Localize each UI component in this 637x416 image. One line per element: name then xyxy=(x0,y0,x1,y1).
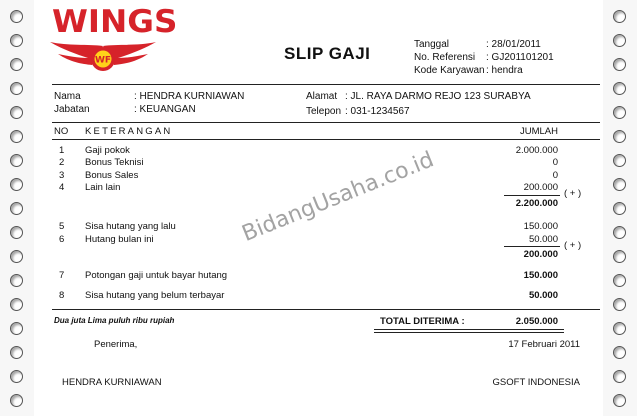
row-description: Bonus Sales xyxy=(85,170,139,181)
perforation-hole xyxy=(613,250,626,263)
perforation-hole xyxy=(10,106,23,119)
divider xyxy=(52,122,600,123)
perforation-hole xyxy=(10,226,23,239)
receiver-name: HENDRA KURNIAWAN xyxy=(62,377,162,388)
meta-date-label: Tanggal xyxy=(414,39,450,50)
meta-reference-value: : GJ201101201 xyxy=(486,52,554,63)
perforation-hole xyxy=(613,322,626,335)
divider xyxy=(52,84,600,85)
employee-name-label: Nama xyxy=(54,91,81,102)
perforation-hole xyxy=(10,298,23,311)
perforation-hole xyxy=(10,82,23,95)
perforation-hole xyxy=(613,130,626,143)
perforation-hole xyxy=(613,10,626,23)
perforation-hole xyxy=(10,58,23,71)
perforation-hole xyxy=(10,250,23,263)
row-amount: 50.000 xyxy=(528,290,558,301)
perforation-hole xyxy=(10,202,23,215)
employee-phone-label: Telepon xyxy=(306,106,342,117)
perforation-hole xyxy=(613,274,626,287)
perforation-hole xyxy=(10,178,23,191)
meta-date-value: : 28/01/2011 xyxy=(486,39,541,50)
subtotal-line xyxy=(504,195,560,196)
perforation-hole xyxy=(613,154,626,167)
row-no: 7 xyxy=(59,270,65,281)
perforation-hole xyxy=(10,274,23,287)
row-amount: 150.000 xyxy=(523,221,558,232)
perforation-hole xyxy=(10,10,23,23)
company-logo-text: WINGS xyxy=(52,4,178,40)
meta-reference-label: No. Referensi xyxy=(414,52,476,63)
row-amount: 200.000 xyxy=(523,182,558,193)
addition-sign: ( + ) xyxy=(564,240,582,251)
employee-address-label: Alamat xyxy=(306,91,338,102)
divider xyxy=(52,139,600,140)
total-double-underline xyxy=(374,329,564,333)
row-no: 4 xyxy=(59,182,65,193)
perforation-hole xyxy=(10,370,23,383)
left-perforated-strip xyxy=(0,0,35,416)
row-amount: 0 xyxy=(552,170,558,181)
perforation-hole xyxy=(10,130,23,143)
employee-phone-value: : 031-1234567 xyxy=(345,106,410,117)
employee-position-value: : KEUANGAN xyxy=(134,104,196,115)
perforation-hole xyxy=(613,106,626,119)
row-description: Sisa hutang yang belum terbayar xyxy=(85,290,225,301)
right-perforated-strip xyxy=(602,0,637,416)
row-amount: 150.000 xyxy=(523,270,558,281)
amount-in-words: Dua juta Lima puluh ribu rupiah xyxy=(54,316,175,325)
watermark-text: BidangUsaha.co.id xyxy=(238,147,438,247)
perforation-hole xyxy=(10,346,23,359)
divider xyxy=(52,309,600,310)
perforation-hole xyxy=(613,34,626,47)
row-no: 5 xyxy=(59,221,65,232)
perforation-hole xyxy=(613,370,626,383)
slip-date: 17 Februari 2011 xyxy=(508,339,580,350)
wings-emblem-icon xyxy=(48,38,158,76)
receiver-label: Penerima, xyxy=(94,339,138,350)
column-header-description: KETERANGAN xyxy=(85,126,173,137)
subtotal-line xyxy=(504,246,560,247)
addition-sign: ( + ) xyxy=(564,188,582,199)
row-description: Hutang bulan ini xyxy=(85,234,154,245)
perforation-hole xyxy=(613,82,626,95)
row-description: Bonus Teknisi xyxy=(85,157,144,168)
perforation-hole xyxy=(613,58,626,71)
row-no: 1 xyxy=(59,145,65,156)
page-title: SLIP GAJI xyxy=(284,44,371,63)
row-amount: 2.000.000 xyxy=(515,145,558,156)
pay-slip-paper xyxy=(34,0,603,416)
perforation-hole xyxy=(613,346,626,359)
perforation-hole xyxy=(613,178,626,191)
row-amount: 0 xyxy=(552,157,558,168)
meta-employee-code-label: Kode Karyawan xyxy=(414,65,485,76)
row-amount: 50.000 xyxy=(528,234,558,245)
total-received-amount: 2.050.000 xyxy=(515,316,558,327)
row-no: 6 xyxy=(59,234,65,245)
emblem-letters: WF xyxy=(94,55,112,66)
row-no: 3 xyxy=(59,170,65,181)
perforation-hole xyxy=(10,34,23,47)
perforation-hole xyxy=(10,154,23,167)
meta-employee-code-value: : hendra xyxy=(486,65,523,76)
column-header-no: NO xyxy=(54,126,69,137)
company-name: GSOFT INDONESIA xyxy=(492,377,580,388)
subtotal-amount: 200.000 xyxy=(523,249,558,260)
perforation-hole xyxy=(613,202,626,215)
employee-address-value: : JL. RAYA DARMO REJO 123 SURABYA xyxy=(345,91,531,102)
perforation-hole xyxy=(613,298,626,311)
row-no: 2 xyxy=(59,157,65,168)
row-no: 8 xyxy=(59,290,65,301)
perforation-hole xyxy=(613,226,626,239)
total-received-label: TOTAL DITERIMA : xyxy=(380,316,465,327)
row-description: Gaji pokok xyxy=(85,145,130,156)
column-header-amount: JUMLAH xyxy=(519,126,558,137)
perforation-hole xyxy=(10,394,23,407)
employee-position-label: Jabatan xyxy=(54,104,90,115)
employee-name-value: : HENDRA KURNIAWAN xyxy=(134,91,245,102)
subtotal-amount: 2.200.000 xyxy=(515,198,558,209)
perforation-hole xyxy=(613,394,626,407)
perforation-hole xyxy=(10,322,23,335)
row-description: Sisa hutang yang lalu xyxy=(85,221,176,232)
row-description: Lain lain xyxy=(85,182,121,193)
row-description: Potongan gaji untuk bayar hutang xyxy=(85,270,228,281)
